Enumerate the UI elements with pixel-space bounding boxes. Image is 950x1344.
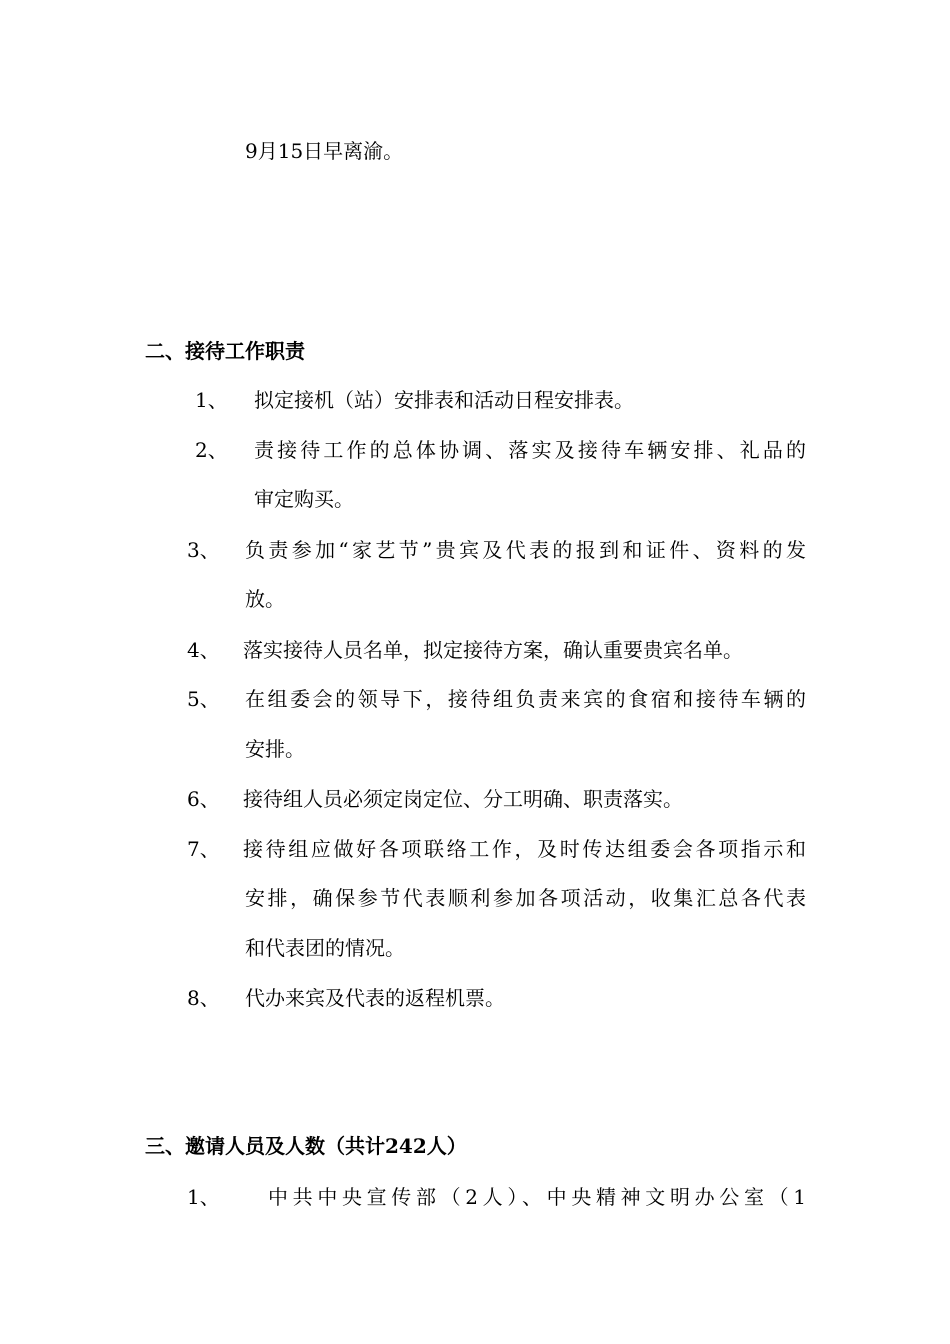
item-number: 4、: [187, 638, 220, 662]
item-text: [268, 1184, 806, 1210]
item-number: 7、: [187, 837, 220, 861]
item-text: [245, 537, 806, 563]
item-text-continued: 审定购买。: [254, 487, 354, 511]
item-text-continued: 和代表团的情况。: [245, 936, 405, 960]
item-text: 接待组人员必须定岗定位、分工明确、职责落实。: [243, 787, 683, 811]
section3-heading: 三、邀请人员及人数（共计242人）: [145, 1134, 467, 1158]
item-text: 代办来宾及代表的返程机票。: [245, 986, 505, 1010]
item-text: 落实接待人员名单，拟定接待方案，确认重要贵宾名单。: [243, 638, 743, 662]
item-text: [254, 437, 806, 463]
item-text-line: 接待组应做好各项联络工作，及时传达组委会各项指示和: [243, 837, 806, 861]
item-text-line: 负责参加“家艺节”贵宾及代表的报到和证件、资料的发: [245, 538, 806, 562]
item-number: 1、: [187, 1185, 220, 1209]
item-text-line: 安排，确保参节代表顺利参加各项活动，收集汇总各代表: [245, 886, 806, 910]
item-number: 6、: [187, 787, 220, 811]
item-number: 2、: [195, 438, 228, 462]
intro-line: 9月15日早离渝。: [245, 139, 404, 163]
item-text-continued: 放。: [245, 587, 285, 611]
item-text-line: 中共中央宣传部（2人）、中央精神文明办公室（1: [268, 1185, 806, 1209]
section2-heading: 二、接待工作职责: [145, 339, 305, 363]
item-number: 1、: [195, 388, 228, 412]
item-number: 5、: [187, 687, 220, 711]
item-text-continued: 安排。: [245, 737, 305, 761]
item-text: [243, 836, 806, 862]
item-text-line: 责接待工作的总体协调、落实及接待车辆安排、礼品的: [254, 438, 806, 462]
item-text-continued: [245, 885, 806, 911]
item-text: [245, 686, 806, 712]
item-text-line: 在组委会的领导下，接待组负责来宾的食宿和接待车辆的: [245, 687, 806, 711]
item-text: 拟定接机（站）安排表和活动日程安排表。: [254, 388, 634, 412]
item-number: 8、: [187, 986, 220, 1010]
item-number: 3、: [187, 538, 220, 562]
